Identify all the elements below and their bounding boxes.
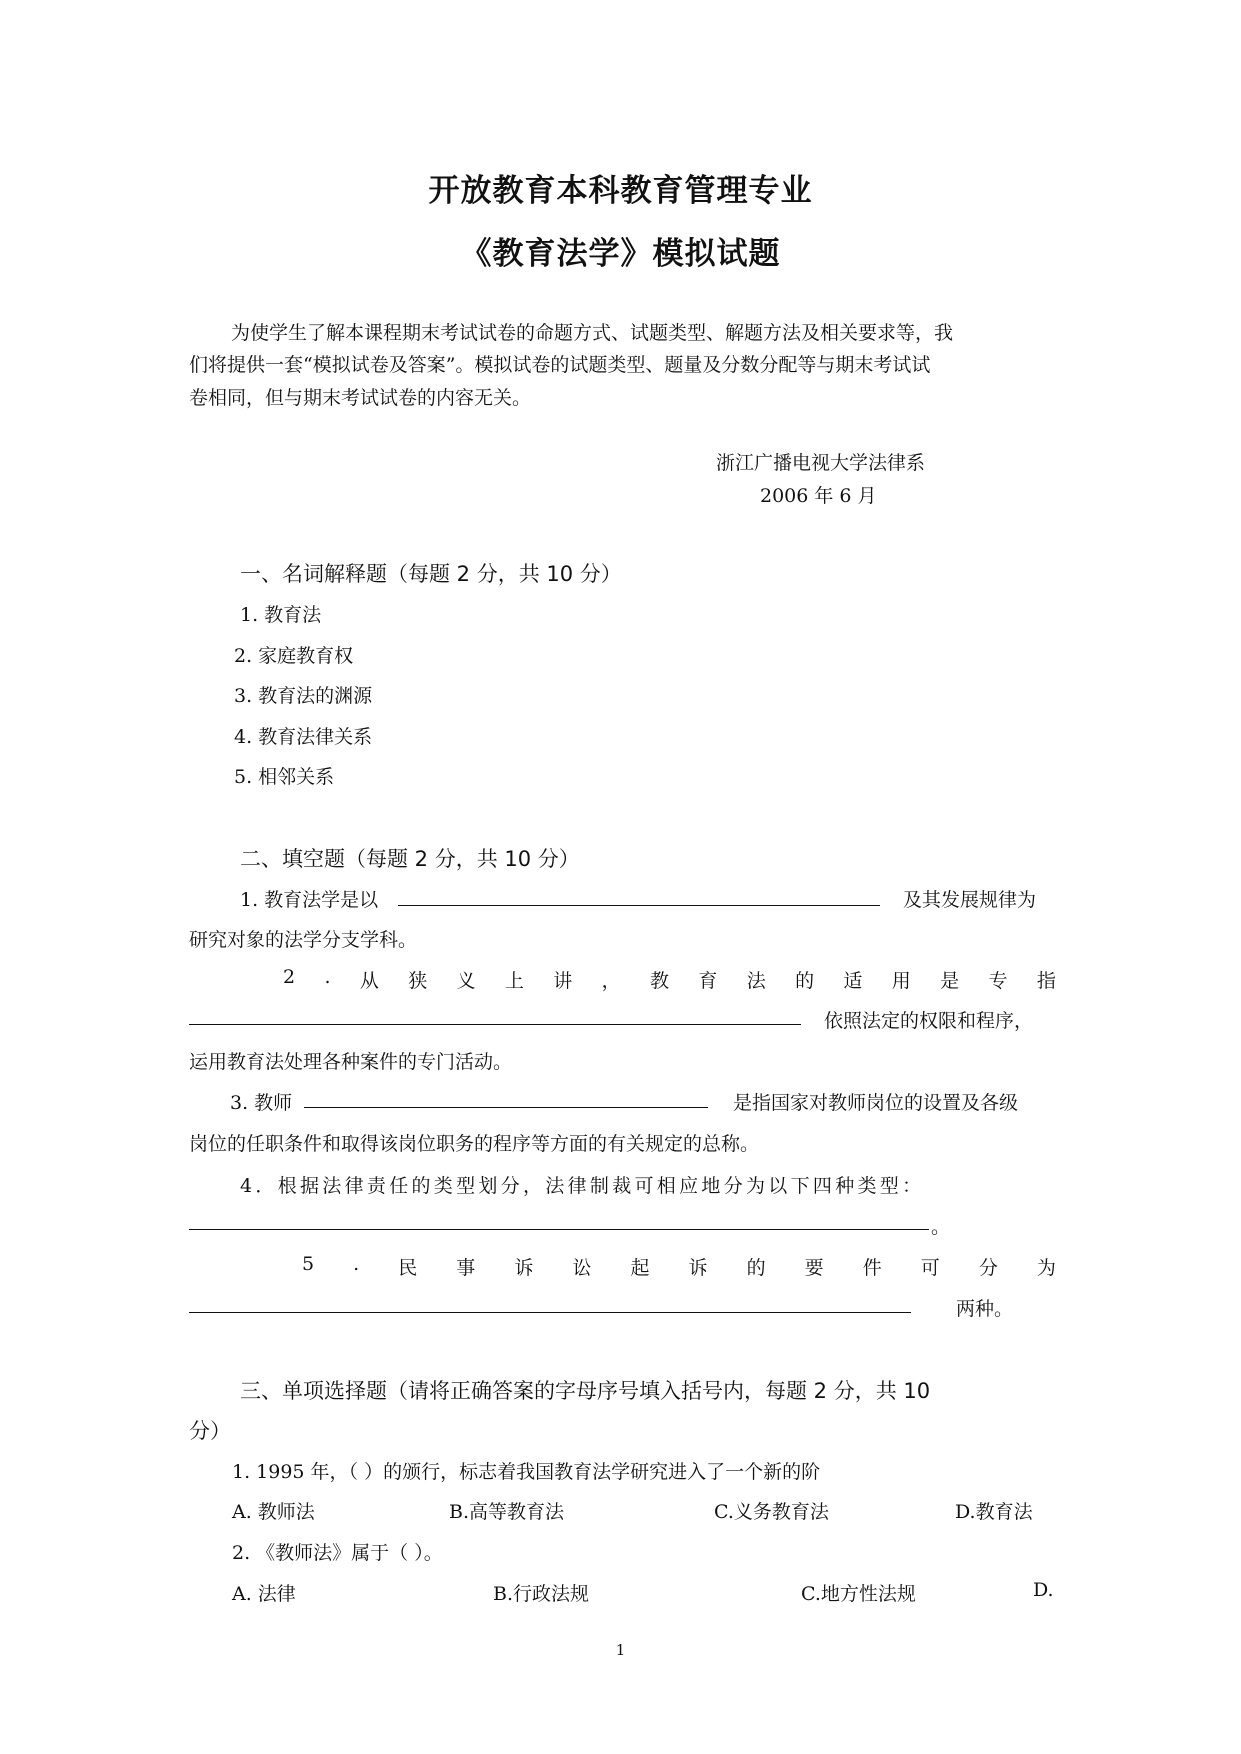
fill-q2-blank [189, 1002, 801, 1025]
intro-line-1: 为使学生了解本课程期末考试试卷的命题方式、试题类型、解题方法及相关要求等，我 [231, 322, 954, 344]
fill-q1-text-end: 及其发展规律为 [903, 889, 1037, 911]
choice-q2-option-b: B.行政法规 [493, 1583, 590, 1605]
signature-org: 浙江广播电视大学法律系 [716, 452, 926, 474]
section1-item: 3. 教育法的渊源 [234, 685, 373, 707]
fill-q2-text-end: 依照法定的权限和程序， [824, 1010, 1034, 1032]
page-number: 1 [615, 1641, 626, 1659]
fill-q3-blank [304, 1085, 708, 1108]
choice-q1-option-a: A. 教师法 [232, 1501, 315, 1523]
fill-q3-text-end: 是指国家对教师岗位的设置及各级 [733, 1092, 1019, 1114]
section1-heading: 一、名词解释题（每题 2 分，共 10 分） [240, 562, 622, 586]
choice-q1-option-b: B.高等教育法 [449, 1501, 565, 1523]
section1-item: 5. 相邻关系 [234, 766, 335, 788]
choice-q2-option-a: A. 法律 [232, 1583, 296, 1605]
section1-item: 2. 家庭教育权 [234, 645, 354, 667]
intro-line-3: 卷相同，但与期末考试试卷的内容无关。 [189, 387, 532, 409]
choice-q2-option-c: C.地方性法规 [801, 1583, 916, 1605]
fill-q2-continuation: 运用教育法处理各种案件的专门活动。 [189, 1051, 513, 1073]
fill-q3-text: 3. 教师 [230, 1092, 293, 1114]
choice-q1-option-d: D.教育法 [955, 1501, 1033, 1523]
fill-q2-text: 2 . 从 狭 义 上 讲 ， 教 育 法 的 适 用 是 专 指 [283, 966, 1056, 992]
fill-q4-text: 4．根据法律责任的类型划分，法律制裁可相应地分为以下四种类型： [240, 1175, 925, 1197]
choice-q1-text: 1. 1995 年，（ ）的颁行，标志着我国教育法学研究进入了一个新的阶 [232, 1461, 821, 1483]
fill-q4-blank [189, 1207, 929, 1230]
choice-q2-option-d: D. [1033, 1579, 1054, 1601]
fill-q1-continuation: 研究对象的法学分支学科。 [189, 929, 418, 951]
intro-line-2: 们将提供一套“模拟试卷及答案”。模拟试卷的试题类型、题量及分数分配等与期末考试试 [189, 354, 931, 376]
fill-q5-blank [189, 1290, 911, 1313]
document-subtitle: 《教育法学》模拟试题 [460, 236, 781, 272]
section3-heading: 三、单项选择题（请将正确答案的字母序号填入括号内，每题 2 分，共 10 [240, 1379, 931, 1403]
section2-heading: 二、填空题（每题 2 分，共 10 分） [240, 847, 580, 871]
signature-date: 2006 年 6 月 [760, 485, 877, 507]
fill-q5-text: 5 . 民 事 诉 讼 起 诉 的 要 件 可 分 为 [302, 1253, 1056, 1279]
fill-q1-text: 1. 教育法学是以 [240, 889, 379, 911]
fill-q5-text-end: 两种。 [956, 1298, 1014, 1320]
fill-q4-end: 。 [931, 1216, 951, 1238]
choice-q1-option-c: C.义务教育法 [714, 1501, 829, 1523]
fill-q3-continuation: 岗位的任职条件和取得该岗位职务的程序等方面的有关规定的总称。 [189, 1133, 760, 1155]
document-title: 开放教育本科教育管理专业 [428, 173, 813, 209]
choice-q2-text: 2. 《教师法》属于（ ）。 [232, 1542, 443, 1564]
section1-item: 4. 教育法律关系 [234, 726, 373, 748]
fill-q1-blank [398, 883, 880, 906]
section3-heading-continuation: 分） [189, 1419, 231, 1443]
section1-item: 1. 教育法 [240, 604, 322, 626]
